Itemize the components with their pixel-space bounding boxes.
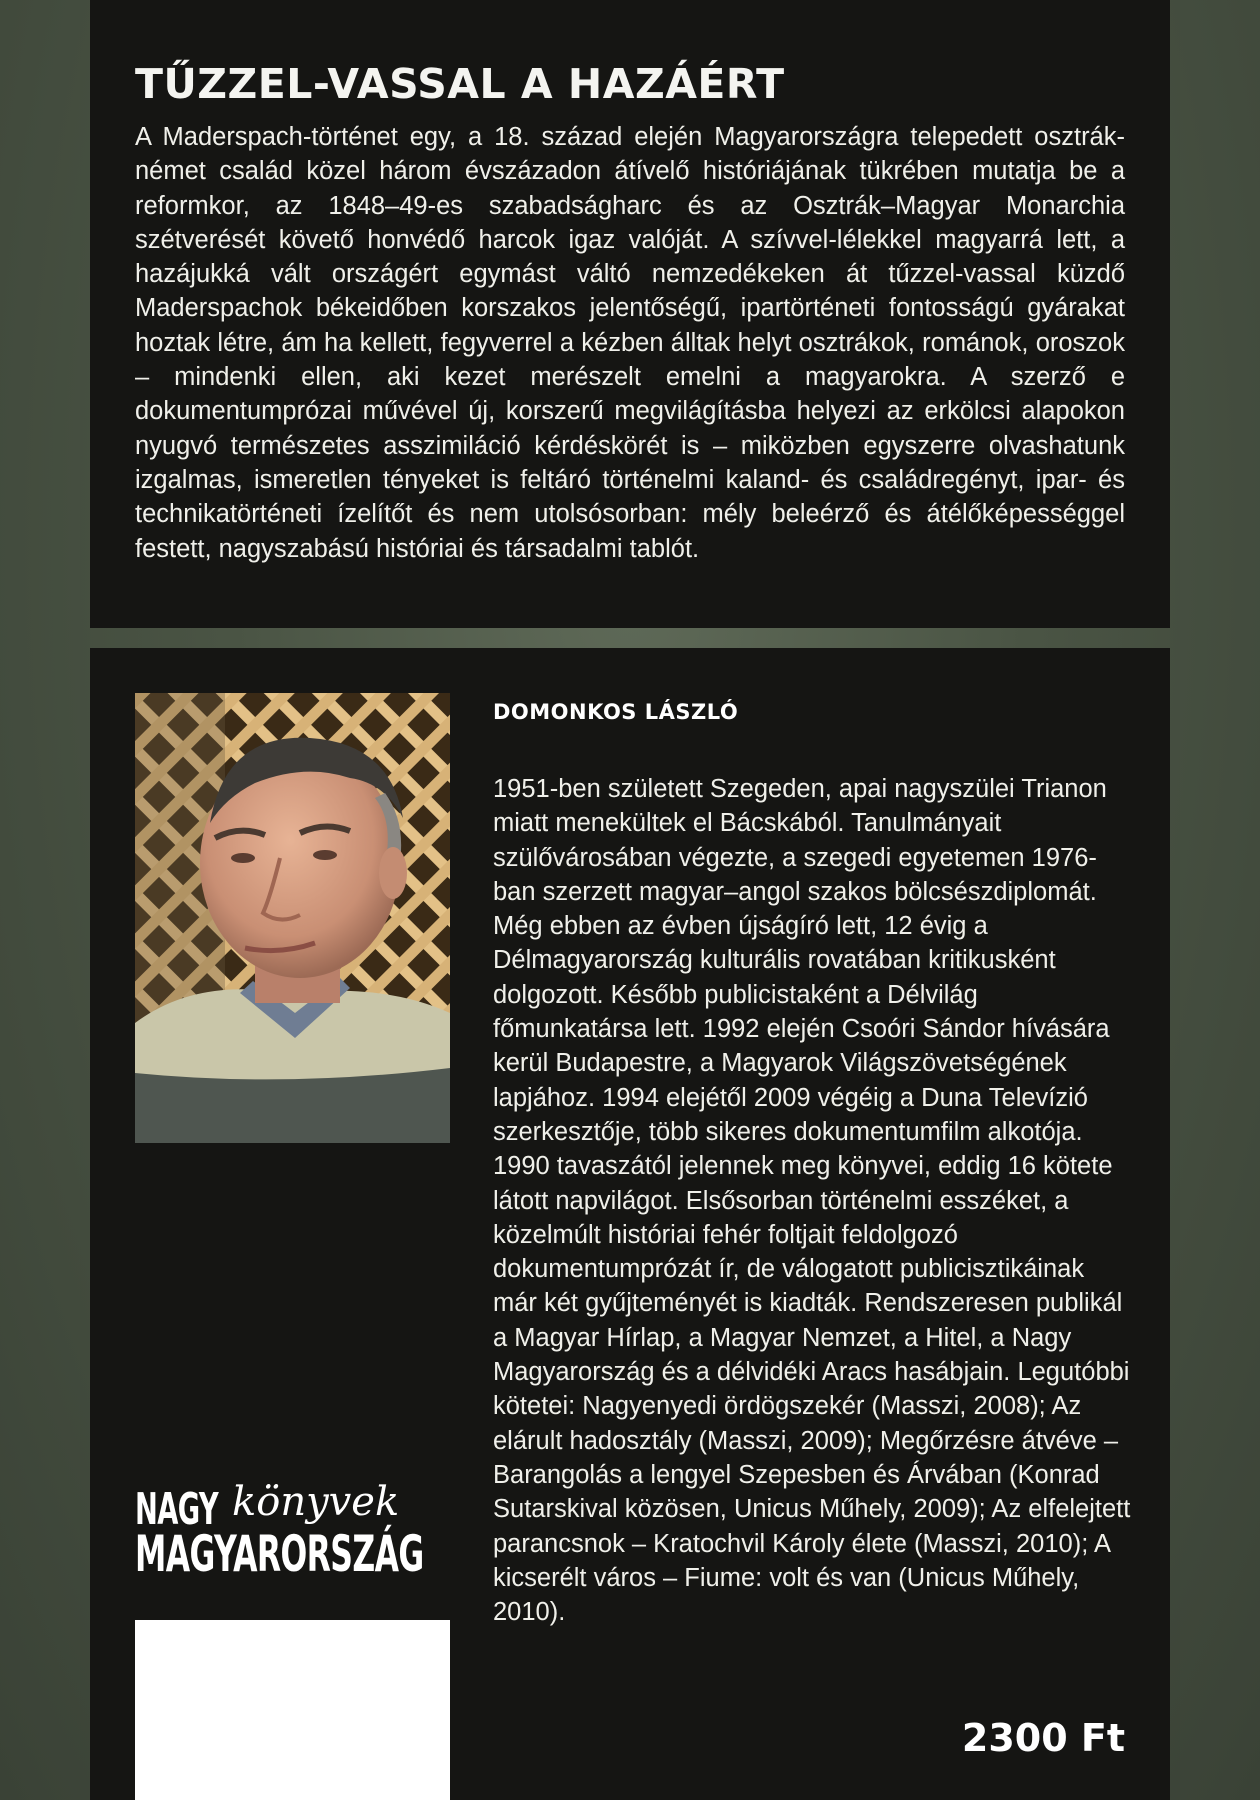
blurb-text: A Maderspach-történet egy, a 18. század elején Magyarországra telepedett osztrák-német család közel három évszázadon átívelő históriájának tükrében mutatja be a reformkor, az 1848–49-es szabadságharc és az Osztrák–Magyar Monarchia szétverését követő honvédő harcok igaz valóját. A szívvel-lélekkel magyarrá lett, a hazájukká vált országért egymást váltó nemzedékeken át tűzzel-vassal küzdő Maderspachok békeidőben korszakos jelentőségű, ipartörténeti fontosságú gyárakat hoztak létre, ám ha kellett, fegyverrel a kézben álltak helyt osztrákok, románok, oroszok – mindenki ellen, aki kezet merészelt emelni a magyarokra. A szerző e dokumentumprózai művével új, korszerű megvilágításba helyezi az erkölcsi alapokon nyugvó természetes asszimiláció kérdéskörét is – miközben egyszerre olvashatunk izgalmas, ismeretlen tényeket is feltáró történelmi kaland- és családregényt, ipar- és technikatörténeti ízelítőt és nem utolsósorban: mély beleérző és átélőképességgel festett, nagyszabású históriai és társadalmi tablót. (135, 123, 1125, 563)
book-title: TŰZZEL-VASSAL A HAZÁÉRT (135, 60, 785, 108)
author-bio: 1951-ben született Szegeden, apai nagyszülei Trianon miatt menekültek el Bácskából. Tanulmányait szülővárosában végezte, a szegedi egyetemen 1976-ban szerzett magyar–angol szakos bölcsészdiplomát. Még ebben az évben újságíró lett, 12 évig a Délmagyarország kulturális rovatában kritikusként dolgozott. Később publicistaként a Délvilág főmunkatársa lett. 1992 elején Csoóri Sándor hívására kerül Budapestre, a Magyarok Világszövetségének lapjához. 1994 elejétől 2009 végéig a Duna Televízió szerkesztője, több sikeres dokumentumfilm alkotója. 1990 tavaszától jelennek meg könyvei, eddig 16 kötete látott napvilágot. Elsősorban történelmi esszéket, a közelmúlt históriai fehér foltjait feldolgozó dokumentumprózát ír, de válogatott publicisztikáinak már két gyűjteményét is kiadták. Rendszeresen publikál a Magyar Hírlap, a Magyar Nemzet, a Hitel, a Nagy Magyarország és a délvidéki Aracs hasábjain. Legutóbbi kötetei: Nagyenyedi ördögszekér (Masszi, 2008); Az elárult hadosztály (Masszi, 2009); Megőrzésre átvéve – Barangolás a lengyel Szepesben és Árvában (Konrad Sutarskival közösen, Unicus Műhely, 2009); Az elfelejtett parancsnok – Kratochvil Károly élete (Masszi, 2010); A kicserélt város – Fiume: volt és van (Unicus Műhely, 2010). (493, 775, 1131, 1627)
author-name: DOMONKOS LÁSZLÓ (493, 700, 739, 724)
logo-word-nagy: NAGY (135, 1484, 219, 1535)
logo-word-magyarorszag: MAGYARORSZÁG (135, 1525, 424, 1583)
publisher-logo (135, 1479, 435, 1603)
author-photo (135, 693, 450, 1143)
blurb-panel (90, 0, 1170, 628)
barcode-area (135, 1620, 450, 1800)
author-panel (90, 648, 1170, 1800)
price-label: 2300 Ft (961, 1716, 1125, 1760)
logo-word-konyvek: könyvek (232, 1479, 400, 1525)
